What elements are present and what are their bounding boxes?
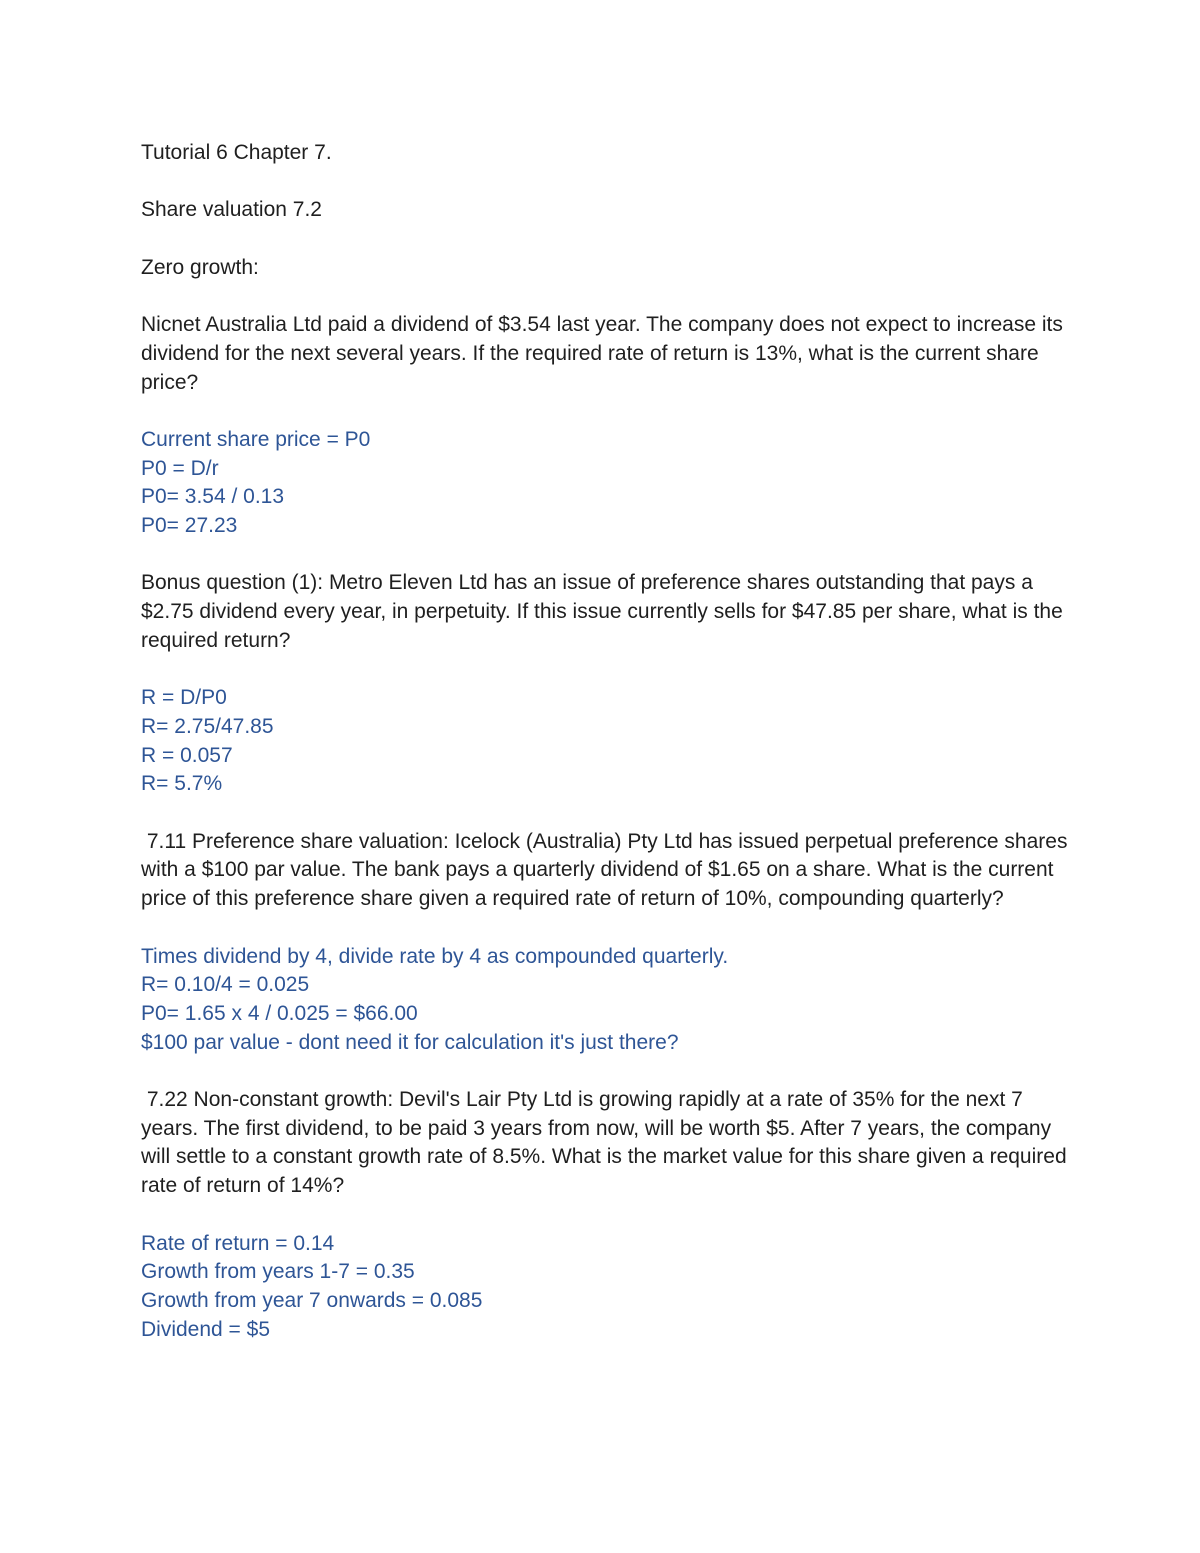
spacer <box>141 1201 1081 1230</box>
question-7-11: 7.11 Preference share valuation: Icelock (Australia) Pty Ltd has issued perpetual preference shares with a $100 par value. The bank pays a quarterly dividend of $1.65 on a share. What is the current price of this preference share given a required rate of return of 10%, compounding quarterly? <box>141 829 1074 911</box>
answer-line: R= 5.7% <box>141 772 223 796</box>
answer-line: R= 2.75/47.85 <box>141 714 274 738</box>
spacer <box>141 1057 1081 1086</box>
spacer <box>141 656 1081 685</box>
subsection-title: Zero growth: <box>141 255 259 279</box>
spacer <box>141 168 1081 197</box>
spacer <box>141 799 1081 828</box>
question-zero-growth: Nicnet Australia Ltd paid a dividend of $3.54 last year. The company does not expect to increase its dividend for the next several years. If the required rate of return is 13%, what is the current share price? <box>141 313 1069 394</box>
document-body <box>141 139 1081 1344</box>
spacer <box>141 282 1081 311</box>
answer-line: Rate of return = 0.14 <box>141 1231 335 1255</box>
answer-7-22 <box>141 1230 1081 1345</box>
answer-line: R= 0.10/4 = 0.025 <box>141 973 310 997</box>
spacer <box>141 914 1081 943</box>
answer-line: P0 = D/r <box>141 456 219 480</box>
answer-line: R = 0.057 <box>141 743 233 767</box>
answer-line: R = D/P0 <box>141 686 227 710</box>
answer-7-11 <box>141 943 1081 1058</box>
spacer <box>141 225 1081 254</box>
answer-line: Growth from year 7 onwards = 0.085 <box>141 1288 483 1312</box>
answer-line: Dividend = $5 <box>141 1317 271 1341</box>
spacer <box>141 397 1081 426</box>
answer-line: $100 par value - dont need it for calculation it's just there? <box>141 1030 679 1054</box>
answer-line: P0= 27.23 <box>141 514 238 538</box>
answer-line: Growth from years 1-7 = 0.35 <box>141 1260 415 1284</box>
answer-bonus <box>141 684 1081 799</box>
answer-zero-growth <box>141 426 1081 541</box>
answer-line: P0= 1.65 x 4 / 0.025 = $66.00 <box>141 1001 418 1025</box>
spacer <box>141 541 1081 570</box>
section-title: Share valuation 7.2 <box>141 198 322 222</box>
question-7-22: 7.22 Non-constant growth: Devil's Lair Pty Ltd is growing rapidly at a rate of 35% for the next 7 years. The first dividend, to be paid 3 years from now, will be worth $5. After 7 years, the company will settle to a constant growth rate of 8.5%. What is the market value for this share given a required rate of return of 14%? <box>141 1088 1073 1198</box>
answer-line: P0= 3.54 / 0.13 <box>141 485 285 509</box>
answer-line: Current share price = P0 <box>141 427 371 451</box>
answer-line: Times dividend by 4, divide rate by 4 as compounded quarterly. <box>141 944 729 968</box>
question-bonus: Bonus question (1): Metro Eleven Ltd has an issue of preference shares outstanding that pays a $2.75 dividend every year, in perpetuity. If this issue currently sells for $47.85 per share, what is the required return? <box>141 571 1069 652</box>
tutorial-heading: Tutorial 6 Chapter 7. <box>141 141 332 164</box>
